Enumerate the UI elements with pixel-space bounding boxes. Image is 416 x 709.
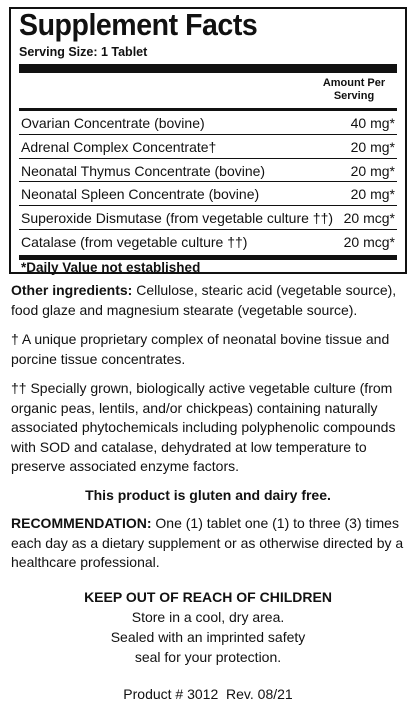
table-row: [19, 206, 397, 230]
ingredient-table: [19, 111, 397, 254]
ingredient-amount: 20 mg*: [350, 186, 395, 203]
ingredient-name: Adrenal Complex Concentrate†: [21, 138, 217, 155]
gluten-dairy-note: This product is gluten and dairy free.: [85, 487, 331, 503]
ingredient-amount: 20 mcg*: [343, 210, 395, 227]
ingredient-amount: 40 mg*: [350, 115, 395, 131]
amount-per-serving-header: Amount Per Serving: [322, 77, 386, 102]
panel-title: Supplement Facts: [19, 7, 258, 42]
serving-size: Serving Size: 1 Tablet: [19, 45, 148, 59]
ingredient-amount: 20 mg*: [350, 138, 395, 155]
table-row: [19, 159, 397, 183]
thick-divider: [19, 64, 397, 73]
daily-value-note: *Daily Value not established: [21, 260, 201, 275]
storage-line: Sealed with an imprinted safety: [110, 629, 306, 645]
storage-line: Store in a cool, dry area.: [131, 609, 285, 625]
dagger-footnote: † A unique proprietary complex of neonatal bovine tissue and porcine tissue concentrates.: [11, 331, 390, 367]
other-ingredients-text: Cellulose, stearic acid (vegetable source), food glaze and magnesium stearate (vegetable source).: [11, 282, 397, 318]
ingredient-name: Superoxide Dismutase (from vegetable culture ††): [21, 210, 334, 227]
table-row: [19, 111, 397, 135]
ingredient-amount: 20 mg*: [350, 162, 395, 179]
recommendation-label: RECOMMENDATION:: [11, 515, 152, 531]
ingredient-amount: 20 mcg*: [343, 233, 395, 250]
recommendation-text: One (1) tablet one (1) to three (3) times each day as a dietary supplement or as otherwise directed by a healthcare professional.: [11, 515, 404, 570]
ingredient-name: Catalase (from vegetable culture ††): [21, 233, 248, 250]
ingredient-name: Neonatal Thymus Concentrate (bovine): [21, 162, 266, 179]
table-row: [19, 135, 397, 159]
product-number: Product # 3012 Rev. 08/21: [123, 686, 293, 702]
other-ingredients: [11, 281, 407, 320]
supplement-facts-panel: [9, 7, 407, 274]
recommendation: [11, 514, 407, 573]
double-dagger-footnote: †† Specially grown, biologically active vegetable culture (from organic peas, lentils, and/or chickpeas) containing naturally associated phytochemicals including polyphenolic compounds with SOD and catalase, dehydrated at low temperature to preserve associated enzyme factors.: [11, 380, 396, 474]
ingredient-name: Neonatal Spleen Concentrate (bovine): [21, 186, 260, 203]
other-ingredients-label: Other ingredients:: [11, 282, 133, 298]
table-row: [19, 182, 397, 206]
ingredient-name: Ovarian Concentrate (bovine): [21, 115, 205, 131]
child-warning: KEEP OUT OF REACH OF CHILDREN: [84, 589, 332, 605]
storage-line: seal for your protection.: [134, 649, 282, 665]
table-row: [19, 230, 397, 254]
